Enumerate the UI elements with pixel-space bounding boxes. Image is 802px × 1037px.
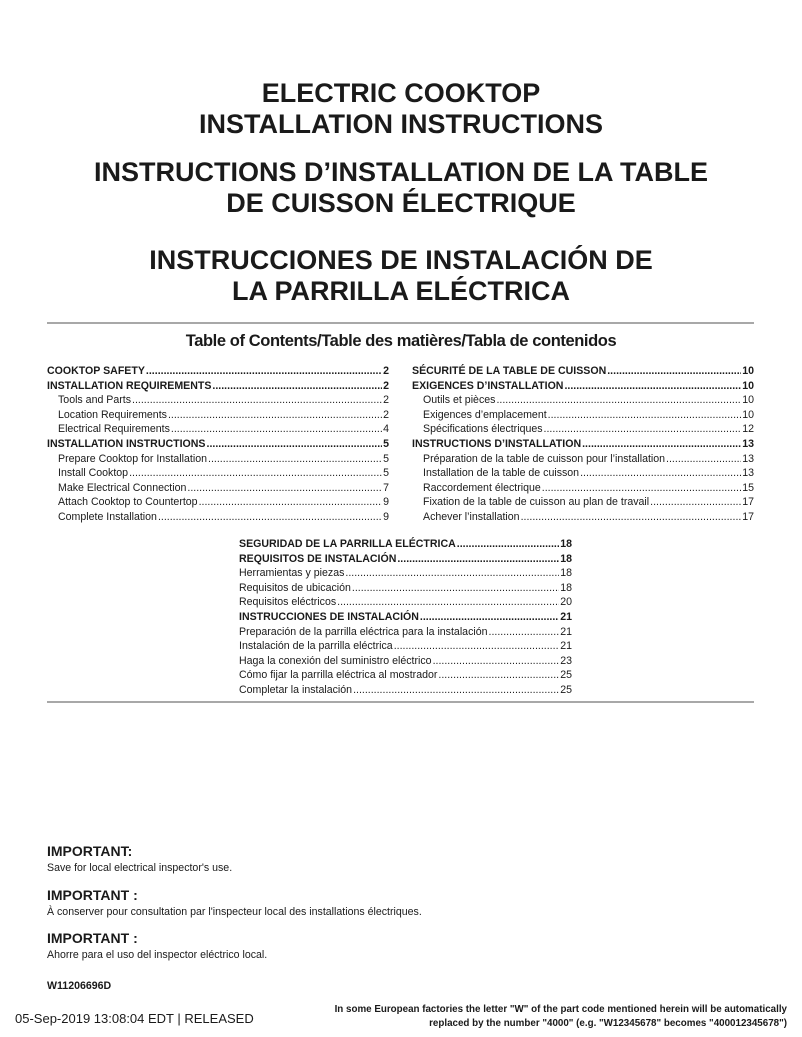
toc-leader-dots [171,422,382,437]
toc-leader-dots [521,510,742,525]
important-note-spanish [47,930,267,963]
note-line: In some European factories the letter "W" of the part code mentioned herein will be automatically [334,1004,787,1015]
toc-entry-page: 25 [560,669,572,682]
toc-entry [412,379,754,394]
toc-entry [239,581,572,596]
toc-entry-page: 2 [383,365,389,377]
toc-entry-page: 18 [560,581,572,594]
toc-column-french [412,364,754,525]
toc-entry-label: Requisitos eléctricos [239,596,337,609]
toc-leader-dots [420,610,559,625]
toc-entry-page: 17 [742,510,754,523]
toc-leader-dots [433,654,560,669]
toc-entry-label: INSTALLATION INSTRUCTIONS [47,437,206,450]
toc-entry-label: Outils et pièces [423,394,496,407]
toc-entry-page: 13 [742,467,754,480]
toc-entry [239,595,572,610]
toc-entry [47,481,389,496]
toc-entry-label: Requisitos de ubicación [239,581,351,594]
toc-entry [47,452,389,467]
toc-leader-dots [650,495,741,510]
toc-entry [412,364,754,379]
toc-entry-page: 2 [383,408,389,421]
toc-entry-label: EXIGENCES D’INSTALLATION [412,379,564,392]
toc-entry-label: COOKTOP SAFETY [47,365,145,377]
toc-entry-page: 18 [560,567,572,580]
toc-entry-label: SEGURIDAD DE LA PARRILLA ELÉCTRICA [239,538,456,550]
toc-entry-label: Attach Cooktop to Countertop [58,496,198,509]
toc-leader-dots [168,408,382,423]
title-line: INSTRUCTIONS D’INSTALLATION DE LA TABLE [94,157,708,187]
toc-entry-label: Achever l’installation [423,510,520,523]
toc-entry-page: 7 [383,481,389,494]
toc-entry [239,610,572,625]
toc-leader-dots [542,481,741,496]
toc-entry-label: Exigences d’emplacement [423,408,547,421]
toc-entry-page: 18 [560,552,572,565]
toc-entry-page: 25 [560,683,572,696]
toc-entry-page: 5 [383,437,389,450]
toc-leader-dots [544,422,742,437]
toc-leader-dots [438,668,559,683]
toc-entry-label: Preparación de la parrilla eléctrica para la instalación [239,625,488,638]
title-french [0,157,802,219]
toc-leader-dots [489,625,560,640]
toc-entry [47,437,389,452]
toc-entry [47,408,389,423]
important-note-french [47,887,422,920]
toc-leader-dots [207,437,383,452]
toc-leader-dots [187,481,382,496]
toc-entry-page: 9 [383,496,389,509]
toc-entry [239,566,572,581]
toc-leader-dots [582,437,741,452]
toc-entry-page: 15 [742,481,754,494]
title-line: LA PARRILLA ELÉCTRICA [232,276,570,306]
toc-entry-page: 2 [383,394,389,407]
toc-entry-label: Raccordement électrique [423,481,541,494]
toc-leader-dots [212,379,382,394]
important-heading: IMPORTANT : [47,887,138,903]
toc-entry-label: Haga la conexión del suministro eléctrico [239,654,432,667]
toc-entry-page: 21 [560,640,572,653]
toc-entry [412,510,754,525]
toc-leader-dots [394,639,560,654]
toc-entry-label: Tools and Parts [58,394,132,407]
toc-entry-label: INSTRUCTIONS D’INSTALLATION [412,437,582,450]
toc-entry [239,537,572,552]
toc-leader-dots [132,393,382,408]
toc-entry-label: REQUISITOS DE INSTALACIÓN [239,552,397,565]
title-spanish [0,245,802,307]
toc-entry [47,379,389,394]
toc-entry-label: Completar la instalación [239,683,353,696]
toc-entry-page: 5 [383,467,389,480]
toc-leader-dots [548,408,742,423]
title-english [0,78,802,140]
toc-entry-label: INSTALLATION REQUIREMENTS [47,379,212,392]
toc-entry [412,393,754,408]
part-number: W11206696D [47,980,112,992]
toc-entry [412,408,754,423]
toc-entry [47,364,389,379]
toc-entry-label: SÉCURITÉ DE LA TABLE DE CUISSON [412,365,607,377]
toc-leader-dots [208,452,382,467]
toc-entry-label: Herramientas y piezas [239,567,345,580]
toc-leader-dots [607,364,741,379]
toc-entry-page: 10 [742,365,754,377]
toc-entry-page: 4 [383,423,389,436]
release-stamp: 05-Sep-2019 13:08:04 EDT | RELEASED [15,1011,254,1026]
toc-entry [47,510,389,525]
title-line: DE CUISSON ÉLECTRIQUE [226,188,576,218]
toc-entry-page: 17 [742,496,754,509]
toc-entry [239,639,572,654]
toc-entry-page: 13 [742,452,754,465]
toc-column-english [47,364,389,525]
important-note-english [47,843,232,876]
toc-entry-label: Make Electrical Connection [58,481,187,494]
toc-entry [47,422,389,437]
toc-entry-page: 10 [742,379,754,392]
toc-entry-page: 18 [560,538,572,550]
toc-entry-label: Electrical Requirements [58,423,170,436]
toc-entry [239,654,572,669]
toc-leader-dots [199,495,383,510]
toc-entry-page: 21 [560,625,572,638]
european-factories-note [335,1003,787,1031]
title-line: INSTRUCCIONES DE INSTALACIÓN DE [149,245,653,275]
important-text: Save for local electrical inspector's use. [47,862,233,874]
toc-leader-dots [666,452,741,467]
toc-entry [412,495,754,510]
title-line: ELECTRIC COOKTOP [261,78,541,108]
title-line: INSTALLATION INSTRUCTIONS [199,109,603,139]
toc-column-spanish [239,537,572,698]
toc-entry [239,668,572,683]
toc-entry-page: 5 [383,452,389,465]
toc-entry-label: Prepare Cooktop for Installation [58,452,207,465]
important-text: À conserver pour consultation par l'inspecteur local des installations électriques. [47,906,422,918]
toc-heading: Table of Contents/Table des matières/Tabla de contenidos [185,332,617,350]
toc-entry [412,422,754,437]
toc-entry [239,552,572,567]
toc-entry-page: 12 [742,423,754,436]
toc-entry [412,437,754,452]
toc-entry-label: Complete Installation [58,510,157,523]
toc-entry [47,466,389,481]
toc-entry-page: 9 [383,510,389,523]
toc-leader-dots [397,552,559,567]
toc-entry-page: 10 [742,408,754,421]
toc-entry [47,393,389,408]
toc-leader-dots [564,379,741,394]
toc-leader-dots [345,566,559,581]
toc-leader-dots [158,510,382,525]
toc-entry [239,625,572,640]
toc-leader-dots [496,393,741,408]
toc-entry [412,452,754,467]
toc-leader-dots [129,466,382,481]
toc-entry-label: Instalación de la parrilla eléctrica [239,640,393,653]
important-heading: IMPORTANT: [47,843,133,859]
toc-entry-label: INSTRUCCIONES DE INSTALACIÓN [239,610,419,623]
toc-entry [412,481,754,496]
toc-entry-page: 23 [560,654,572,667]
divider-bottom [47,701,754,703]
toc-entry-label: Cómo fijar la parrilla eléctrica al mostrador [239,669,438,682]
toc-leader-dots [352,581,559,596]
note-line: replaced by the number "4000" (e.g. "W12345678" becomes "400012345678") [429,1018,787,1029]
toc-entry-page: 10 [742,394,754,407]
toc-entry [47,495,389,510]
toc-entry-page: 2 [383,379,389,392]
toc-entry-label: Préparation de la table de cuisson pour l’installation [423,452,666,465]
toc-entry [412,466,754,481]
important-heading: IMPORTANT : [47,930,138,946]
toc-leader-dots [337,595,559,610]
toc-leader-dots [457,537,559,552]
toc-leader-dots [353,683,559,698]
toc-entry-page: 21 [560,610,572,623]
toc-entry-label: Spécifications électriques [423,423,543,436]
important-text: Ahorre para el uso del inspector eléctrico local. [47,949,268,961]
toc-entry [239,683,572,698]
toc-leader-dots [146,364,382,379]
toc-entry-label: Location Requirements [58,408,167,421]
toc-entry-label: Install Cooktop [58,467,129,480]
toc-entry-label: Installation de la table de cuisson [423,467,580,480]
toc-entry-page: 13 [742,437,754,450]
toc-entry-label: Fixation de la table de cuisson au plan de travail [423,496,650,509]
divider-top [47,322,754,324]
toc-entry-page: 20 [560,596,572,609]
toc-leader-dots [580,466,741,481]
